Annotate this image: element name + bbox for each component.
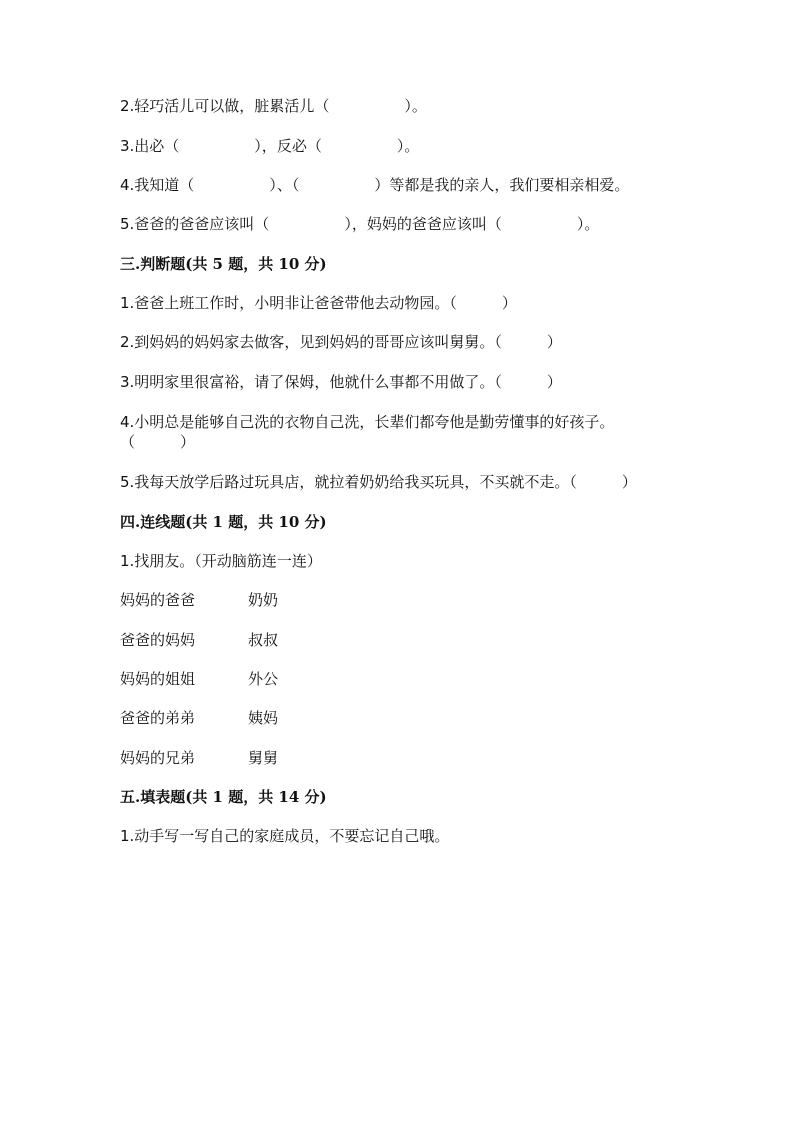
judgment-question-4-answer: （ ） [120, 433, 196, 451]
matching-left-item: 妈妈的兄弟 [120, 749, 196, 767]
table-question-1: 1.动手写一写自己的家庭成员，不要忘记自己哦。 [120, 827, 450, 845]
judgment-question-5: 5.我每天放学后路过玩具店，就拉着奶奶给我买玩具，不买就不走。（ ） [120, 473, 637, 491]
fill-blank-question-5: 5.爸爸的爸爸应该叫（ ），妈妈的爸爸应该叫（ ）。 [120, 215, 600, 233]
matching-left-item: 妈妈的姐姐 [120, 670, 196, 688]
section-heading-matching: 四.连线题(共 1 题，共 10 分) [120, 513, 327, 531]
matching-right-item: 姨妈 [248, 709, 279, 727]
fill-blank-question-2: 2.轻巧活儿可以做，脏累活儿（ ）。 [120, 97, 427, 115]
fill-blank-question-3: 3.出必（ ），反必（ ）。 [120, 137, 420, 155]
matching-right-item: 外公 [248, 670, 279, 688]
matching-left-item: 爸爸的妈妈 [120, 631, 196, 649]
matching-question-1: 1.找朋友。（开动脑筋连一连） [120, 552, 322, 570]
matching-right-item: 叔叔 [248, 631, 279, 649]
section-heading-judgment: 三.判断题(共 5 题，共 10 分) [120, 255, 327, 273]
judgment-question-3: 3.明明家里很富裕，请了保姆，他就什么事都不用做了。（ ） [120, 373, 562, 391]
judgment-question-4: 4.小明总是能够自己洗的衣物自己洗，长辈们都夸他是勤劳懂事的好孩子。 [120, 413, 615, 431]
fill-blank-question-4: 4.我知道（ ）、（ ）等都是我的亲人，我们要相亲相爱。 [120, 176, 630, 194]
matching-left-item: 妈妈的爸爸 [120, 591, 196, 609]
matching-left-item: 爸爸的弟弟 [120, 709, 196, 727]
matching-right-item: 奶奶 [248, 591, 279, 609]
judgment-question-2: 2.到妈妈的妈妈家去做客，见到妈妈的哥哥应该叫舅舅。（ ） [120, 333, 562, 351]
section-heading-table: 五.填表题(共 1 题，共 14 分) [120, 788, 327, 806]
judgment-question-1: 1.爸爸上班工作时，小明非让爸爸带他去动物园。（ ） [120, 294, 517, 312]
matching-right-item: 舅舅 [248, 749, 279, 767]
